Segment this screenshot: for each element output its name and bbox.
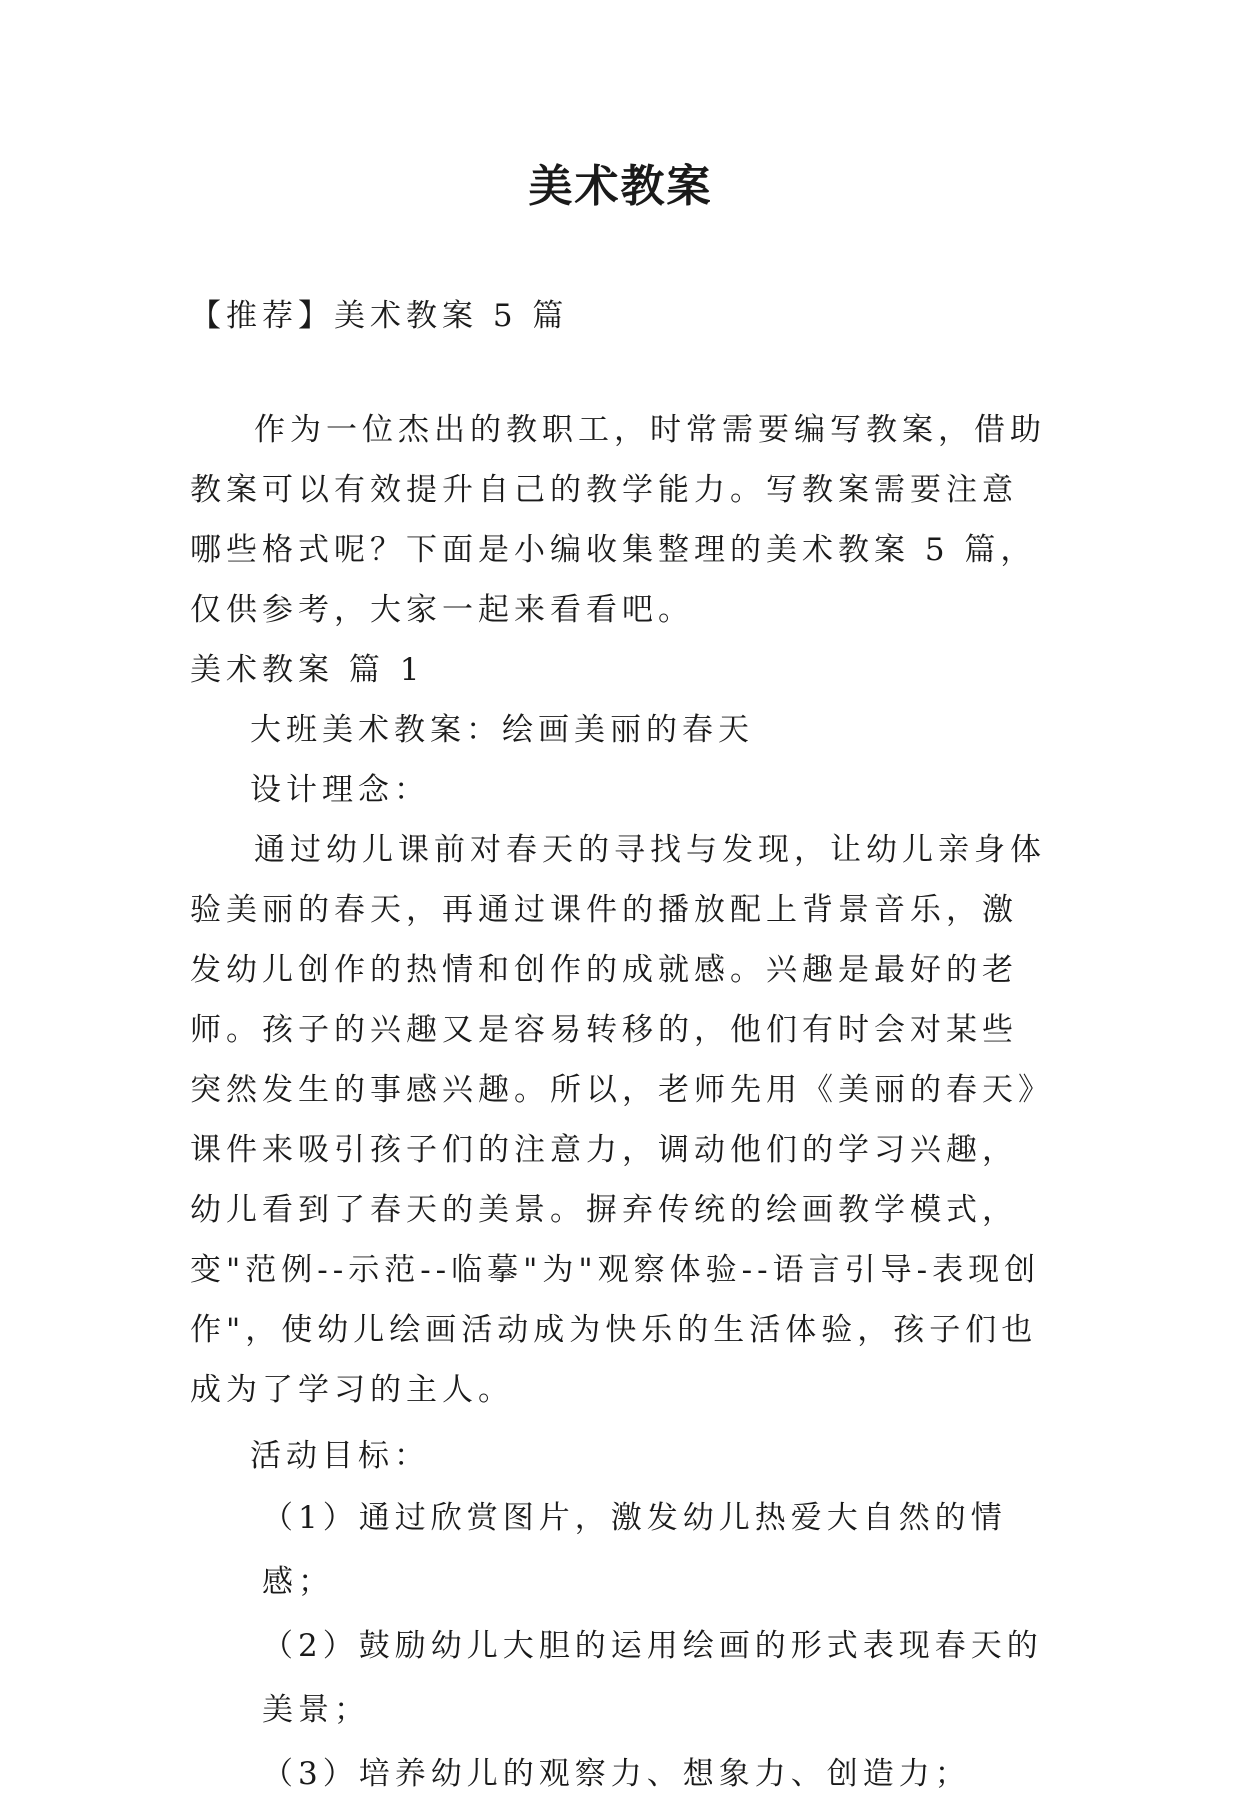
concept-label: 设计理念： bbox=[250, 772, 430, 808]
goal-item: （1）通过欣赏图片，激发幼儿热爱大自然的情感； bbox=[262, 1500, 1007, 1600]
goal-item: （3）培养幼儿的观察力、想象力、创造力； bbox=[262, 1756, 971, 1792]
goal-item: （2）鼓励幼儿大胆的运用绘画的形式表现春天的美景； bbox=[262, 1628, 1043, 1728]
concept-paragraph: 通过幼儿课前对春天的寻找与发现，让幼儿亲身体验美丽的春天，再通过课件的播放配上背景音乐，激发幼儿创作的热情和创作的成就感。兴趣是最好的老师。孩子的兴趣又是容易转移的，他们有时会对某些突然发生的事感兴趣。所以，老师先用《美丽的春天》课件来吸引孩子们的注意力，调动他们的学习兴趣，幼儿看到了春天的美景。摒弃传统的绘画教学模式，变"范例--示范--临摹"为"观察体验--语言引导-表现创作"，使幼儿绘画活动成为快乐的生活体验，孩子们也成为了学习的主人。 bbox=[190, 832, 1046, 1408]
document-title: 美术教案 bbox=[528, 161, 713, 212]
goals-label: 活动目标： bbox=[250, 1438, 430, 1474]
document-subtitle: 【推荐】美术教案 5 篇 bbox=[190, 298, 569, 334]
document-body bbox=[190, 400, 1052, 1806]
intro-paragraph: 作为一位杰出的教职工，时常需要编写教案，借助教案可以有效提升自己的教学能力。写教案需要注意哪些格式呢？下面是小编收集整理的美术教案 5 篇，仅供参考，大家一起来看看吧。 bbox=[190, 412, 1046, 628]
section-heading: 美术教案 篇 1 bbox=[190, 652, 425, 688]
lesson-title: 大班美术教案：绘画美丽的春天 bbox=[250, 712, 754, 748]
